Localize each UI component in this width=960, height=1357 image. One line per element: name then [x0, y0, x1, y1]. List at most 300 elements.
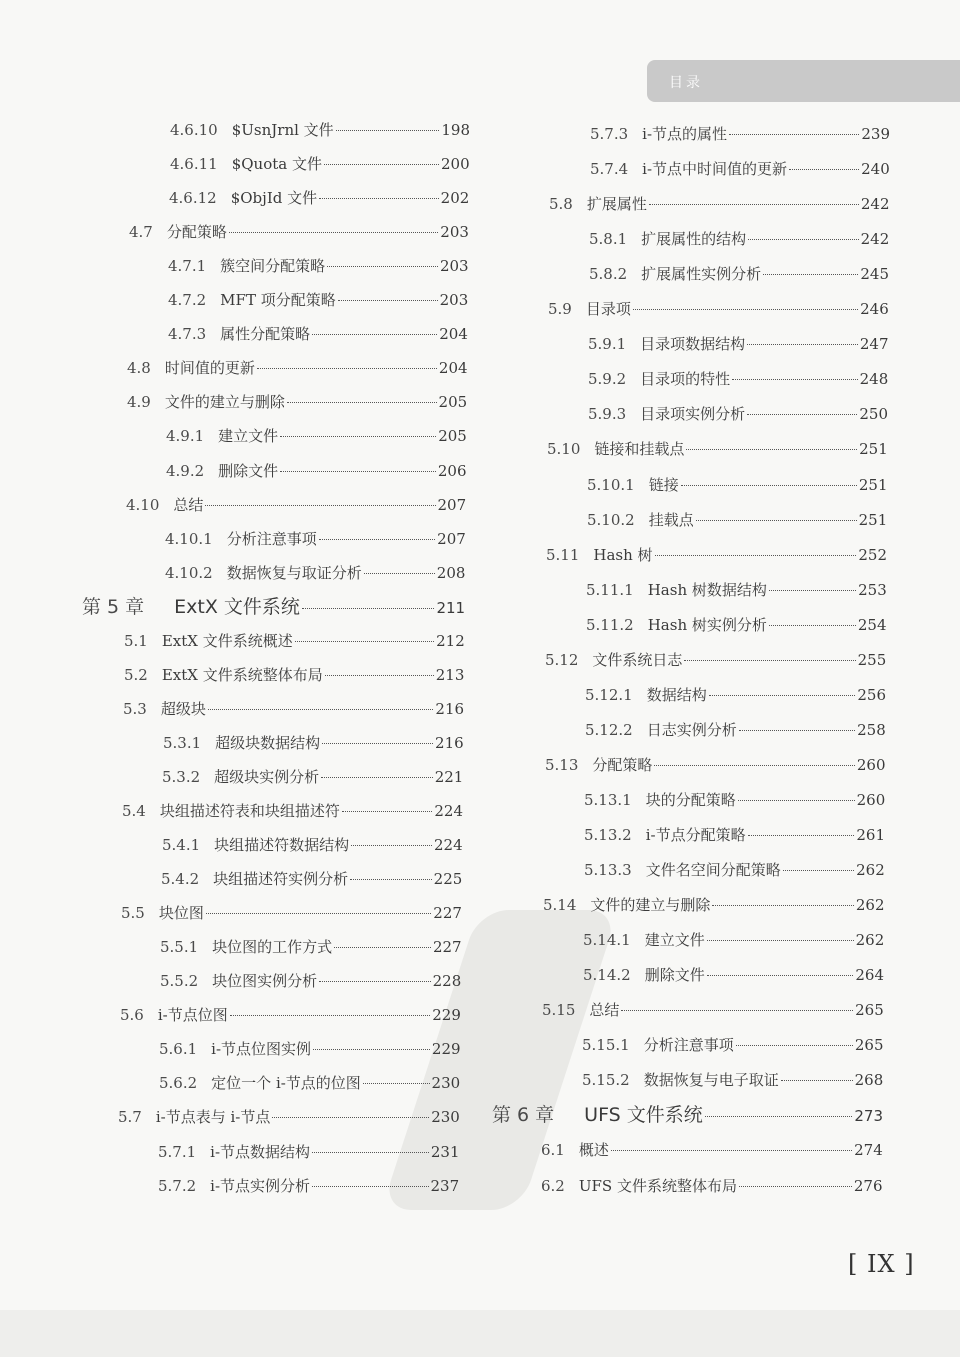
toc-entry[interactable] — [127, 392, 467, 412]
toc-entry[interactable] — [586, 580, 887, 600]
toc-entry-number: 4.7.3 — [168, 325, 207, 344]
toc-entry-number: 4.6.12 — [169, 189, 217, 208]
toc-entry-title: 数据恢复与电子取证 — [643, 1071, 779, 1090]
toc-entry-page: 205 — [438, 427, 467, 446]
toc-entry-number: 4.7.2 — [168, 291, 207, 310]
toc-entry-number: 5.7.3 — [590, 125, 629, 143]
toc-entry-number: 5.10 — [547, 440, 581, 459]
toc-entry-page: 262 — [856, 861, 885, 880]
toc-entry[interactable] — [158, 1176, 459, 1196]
toc-entry[interactable] — [159, 1073, 460, 1093]
toc-entry-page: 207 — [437, 529, 466, 548]
toc-entry[interactable] — [169, 188, 469, 208]
dot-leader — [334, 947, 431, 948]
toc-entry[interactable] — [589, 264, 889, 284]
toc-entry-number: 4.8 — [127, 359, 151, 378]
dot-leader — [654, 765, 854, 766]
toc-entry-title: UFS 文件系统整体布局 — [578, 1176, 737, 1195]
toc-entry-page: 207 — [437, 495, 467, 514]
section-header-tab — [647, 60, 960, 102]
toc-entry-number: 5.4.2 — [161, 870, 200, 889]
toc-entry[interactable] — [549, 194, 890, 214]
toc-entry-number: 5.14.2 — [583, 966, 631, 985]
toc-entry[interactable] — [163, 733, 464, 753]
dot-leader — [748, 835, 855, 836]
toc-entry-title: i-节点数据结构 — [210, 1142, 311, 1161]
toc-entry-page: 258 — [857, 720, 886, 739]
toc-entry[interactable] — [160, 937, 462, 957]
dot-leader — [707, 940, 854, 941]
dot-leader — [205, 505, 435, 506]
toc-entry-number: 5.6 — [120, 1006, 144, 1025]
toc-entry-number: 5.4 — [122, 802, 146, 820]
toc-entry-number: 5.11 — [546, 545, 580, 564]
dot-leader — [684, 660, 855, 661]
dot-leader — [327, 266, 438, 267]
toc-entry[interactable] — [127, 358, 468, 378]
toc-entry-page: 268 — [854, 1071, 884, 1090]
toc-entry-number: 5.7.2 — [158, 1176, 197, 1195]
toc-entry-page: 224 — [434, 836, 463, 855]
toc-entry-page: 276 — [853, 1176, 883, 1195]
toc-entry-title: $Quota 文件 — [231, 155, 322, 174]
toc-entry[interactable] — [545, 755, 886, 775]
toc-entry[interactable] — [585, 685, 886, 705]
dot-leader — [739, 730, 855, 731]
toc-entry-page: 265 — [854, 1036, 884, 1055]
toc-entry-page: 251 — [859, 440, 888, 459]
toc-entry-page: 202 — [440, 189, 470, 208]
toc-entry[interactable] — [82, 597, 465, 618]
toc-entry[interactable] — [586, 615, 887, 635]
toc-entry-title: 簇空间分配策略 — [220, 257, 326, 276]
toc-entry-title: 分配策略 — [166, 223, 227, 242]
toc-entry-page: 203 — [439, 257, 469, 276]
toc-entry-page: 251 — [858, 475, 888, 494]
dot-leader — [206, 913, 431, 914]
toc-entry-number: 5.12 — [545, 650, 579, 669]
dot-leader — [287, 402, 437, 403]
dot-leader — [783, 870, 854, 871]
dot-leader — [686, 449, 857, 450]
toc-entry-number: 5.10.2 — [587, 510, 635, 529]
toc-entry-number: 5.8 — [549, 195, 573, 214]
toc-entry-page: 230 — [431, 1074, 461, 1093]
toc-entry-title: 文件的建立与删除 — [590, 896, 711, 915]
toc-entry[interactable] — [170, 120, 470, 140]
toc-entry-title: i-节点中时间值的更新 — [642, 160, 788, 179]
toc-entry-number: 第 6 章 — [492, 1104, 555, 1127]
toc-entry-page: 239 — [861, 125, 890, 143]
toc-entry-title: 时间值的更新 — [164, 359, 255, 378]
dot-leader — [280, 436, 436, 437]
toc-entry-page: 274 — [854, 1141, 883, 1160]
toc-entry-number: 5.6.1 — [159, 1040, 198, 1059]
toc-entry-page: 247 — [859, 335, 889, 354]
toc-entry-number: 5.13.2 — [584, 826, 632, 844]
toc-entry-title: Hash 树数据结构 — [647, 580, 767, 599]
toc-entry-number: 5.3 — [123, 699, 147, 718]
toc-entry-number: 4.10 — [126, 495, 160, 514]
toc-entry-page: 242 — [860, 230, 890, 249]
toc-entry-title: 链接 — [648, 475, 679, 494]
toc-entry-page: 221 — [434, 767, 464, 786]
toc-entry-number: 5.6.2 — [159, 1074, 198, 1093]
toc-entry[interactable] — [158, 1142, 460, 1162]
dot-leader — [621, 1010, 853, 1011]
toc-entry-page: 273 — [854, 1107, 883, 1126]
toc-entry-page: 254 — [857, 615, 887, 634]
toc-entry-number: 5.13.3 — [584, 861, 632, 880]
toc-entry-number: 4.6.11 — [170, 155, 218, 174]
dot-leader — [322, 743, 433, 744]
dot-leader — [738, 800, 855, 801]
toc-entry-page: 227 — [433, 904, 462, 923]
toc-entry-title: 分析注意事项 — [226, 529, 317, 548]
toc-entry-number: 第 5 章 — [82, 595, 145, 618]
toc-entry-number: 5.12.2 — [585, 720, 633, 739]
toc-entry[interactable] — [583, 965, 884, 985]
toc-entry-number: 5.8.1 — [589, 230, 628, 249]
toc-entry-number: 5.3.1 — [163, 733, 202, 752]
toc-entry-number: 5.10.1 — [587, 475, 635, 494]
toc-entry-page: 256 — [857, 685, 886, 704]
toc-entry-page: 230 — [431, 1108, 460, 1127]
toc-entry-title: 文件系统日志 — [592, 650, 683, 669]
toc-entry-title: 块组描述符数据结构 — [214, 836, 350, 855]
toc-entry-number: 5.7.1 — [158, 1142, 197, 1161]
toc-entry[interactable] — [160, 971, 461, 991]
toc-entry[interactable] — [588, 334, 889, 354]
toc-entry-title: MFT 项分配策略 — [220, 291, 336, 310]
toc-entry-number: 4.7 — [129, 223, 153, 242]
toc-entry-page: 262 — [855, 896, 885, 915]
toc-entry-number: 5.9.1 — [588, 335, 627, 354]
toc-entry-number: 5.9 — [548, 300, 572, 319]
toc-entry-number: 5.14 — [543, 896, 577, 915]
dot-leader — [633, 309, 858, 310]
toc-entry[interactable] — [547, 439, 888, 459]
toc-entry-page: 203 — [439, 291, 469, 310]
toc-entry[interactable] — [545, 650, 886, 670]
toc-entry-title: 块组描述符实例分析 — [213, 870, 349, 889]
toc-entry-page: 237 — [430, 1176, 460, 1195]
toc-entry[interactable] — [582, 1070, 883, 1090]
toc-entry-page: 208 — [436, 563, 466, 582]
toc-entry[interactable] — [541, 1140, 883, 1160]
toc-entry-title: 扩展属性 — [586, 195, 647, 214]
toc-entry[interactable] — [585, 720, 886, 740]
dot-leader — [312, 1152, 429, 1153]
toc-entry[interactable] — [590, 124, 890, 144]
toc-entry-number: 5.1 — [124, 631, 148, 650]
dot-leader — [230, 1015, 431, 1016]
toc-entry[interactable] — [120, 1005, 461, 1025]
toc-entry-title: 块组描述符表和块组描述符 — [159, 802, 340, 820]
toc-entry-title: ExtX 文件系统整体布局 — [161, 665, 323, 684]
page-bottom-margin — [0, 1310, 960, 1357]
toc-entry-title: i-节点表与 i-节点 — [155, 1108, 271, 1127]
toc-entry-number: 4.10.2 — [165, 563, 213, 582]
toc-entry-title: 扩展属性的结构 — [641, 230, 747, 249]
toc-entry-title: $UsnJrnl 文件 — [231, 121, 334, 139]
dot-leader — [272, 1117, 429, 1118]
toc-entry-title: UFS 文件系统 — [584, 1104, 703, 1127]
toc-entry-title: 链接和挂载点 — [594, 440, 685, 459]
toc-entry[interactable] — [129, 222, 469, 242]
dot-leader — [351, 845, 432, 846]
toc-entry[interactable] — [168, 290, 468, 310]
toc-entry[interactable] — [492, 1105, 883, 1126]
toc-entry[interactable] — [123, 699, 464, 719]
toc-entry[interactable] — [587, 475, 888, 495]
toc-entry-title: 删除文件 — [644, 966, 705, 985]
toc-entry-title: 总结 — [173, 495, 204, 514]
toc-entry-page: 211 — [436, 598, 466, 617]
dot-leader — [313, 1049, 430, 1050]
toc-entry-number: 6.2 — [541, 1176, 565, 1195]
toc-entry-number: 5.11.2 — [586, 615, 634, 634]
dot-leader — [336, 130, 440, 131]
dot-leader — [319, 198, 439, 199]
toc-entry[interactable] — [168, 324, 468, 344]
dot-leader — [747, 414, 857, 415]
toc-entry[interactable] — [162, 835, 463, 855]
dot-leader — [302, 608, 435, 609]
toc-entry[interactable] — [124, 631, 465, 651]
dot-leader — [769, 625, 856, 626]
section-label: 目录 — [669, 75, 703, 91]
toc-entry[interactable] — [170, 154, 470, 174]
dot-leader — [295, 641, 434, 642]
toc-entry[interactable] — [589, 229, 889, 249]
toc-entry-number: 5.7 — [118, 1108, 142, 1127]
toc-entry-number: 4.9.2 — [166, 461, 205, 480]
toc-entry-title: 块位图 — [158, 904, 204, 923]
toc-entry-page: 227 — [432, 938, 462, 957]
toc-entry[interactable] — [124, 665, 464, 685]
page-number: [ IX ] — [848, 1250, 915, 1278]
dot-leader — [696, 520, 857, 521]
toc-entry[interactable] — [161, 869, 462, 889]
dot-leader — [325, 675, 434, 676]
toc-entry[interactable] — [588, 369, 888, 389]
toc-entry-title: 概述 — [578, 1141, 609, 1160]
toc-entry-number: 5.5 — [121, 904, 145, 923]
toc-entry-title: Hash 树实例分析 — [647, 615, 767, 634]
toc-entry-page: 229 — [432, 1006, 461, 1025]
toc-entry-page: 205 — [438, 393, 468, 412]
toc-entry-title: 目录项数据结构 — [640, 335, 746, 354]
toc-entry[interactable] — [587, 510, 887, 530]
toc-entry-title: 块位图的工作方式 — [212, 938, 333, 957]
toc-entry-title: 属性分配策略 — [220, 325, 311, 344]
dot-leader — [324, 164, 439, 165]
toc-entry-number: 5.7.4 — [590, 160, 629, 179]
toc-entry[interactable] — [543, 895, 885, 915]
toc-entry-title: i-节点实例分析 — [210, 1176, 311, 1195]
toc-entry-number: 5.14.1 — [583, 931, 631, 950]
toc-entry-title: i-节点分配策略 — [645, 826, 746, 844]
toc-entry[interactable] — [582, 1035, 884, 1055]
toc-entry-number: 6.1 — [541, 1141, 565, 1160]
dot-leader — [705, 1116, 853, 1117]
toc-entry-page: 262 — [855, 931, 885, 950]
toc-entry-title: Hash 树 — [593, 545, 653, 564]
toc-entry-title: 文件名空间分配策略 — [645, 861, 781, 880]
toc-entry-number: 5.13 — [545, 755, 579, 774]
toc-entry-page: 213 — [435, 665, 465, 684]
toc-entry-page: 251 — [858, 510, 888, 529]
toc-entry-title: 块的分配策略 — [645, 790, 736, 809]
toc-entry-page: 224 — [434, 802, 463, 820]
toc-entry-title: 块位图实例分析 — [212, 972, 318, 991]
toc-entry-number: 5.8.2 — [589, 265, 628, 284]
dot-leader — [707, 975, 854, 976]
dot-leader — [739, 1186, 852, 1187]
toc-entry[interactable] — [122, 801, 463, 821]
toc-entry-page: 265 — [855, 1001, 884, 1020]
toc-entry-title: 目录项的特性 — [640, 370, 731, 389]
toc-entry-title: ExtX 文件系统概述 — [161, 631, 293, 650]
dot-leader — [312, 334, 437, 335]
toc-entry-page: 245 — [860, 265, 889, 284]
dot-leader — [729, 134, 859, 135]
toc-entry-page: 204 — [438, 359, 468, 378]
toc-entry-title: 超级块实例分析 — [214, 767, 320, 786]
toc-entry-number: 5.9.2 — [588, 370, 627, 389]
toc-entry-page: 200 — [441, 155, 470, 174]
toc-entry-page: 231 — [430, 1142, 460, 1161]
toc-entry-page: 229 — [431, 1040, 461, 1059]
toc-entry[interactable] — [166, 461, 467, 481]
toc-entry-number: 5.2 — [124, 665, 148, 684]
dot-leader — [350, 879, 431, 880]
dot-leader — [342, 811, 432, 812]
toc-entry-title: ExtX 文件系统 — [174, 595, 300, 618]
toc-entry-number: 5.5.1 — [160, 938, 199, 957]
toc-entry-number: 4.7.1 — [168, 257, 207, 276]
toc-entry[interactable] — [584, 860, 885, 880]
toc-entry-page: 240 — [861, 160, 890, 179]
toc-entry-title: 数据恢复与取证分析 — [226, 563, 362, 582]
toc-entry[interactable] — [546, 545, 887, 565]
toc-entry-title: 总结 — [589, 1001, 620, 1020]
toc-entry-number: 5.12.1 — [585, 685, 633, 704]
toc-entry[interactable] — [542, 1000, 884, 1020]
toc-entry-page: 216 — [435, 699, 465, 718]
dot-leader — [655, 555, 857, 556]
toc-entry-page: 264 — [855, 966, 884, 985]
toc-entry-title: 分析注意事项 — [643, 1036, 734, 1055]
toc-entry-title: 删除文件 — [218, 461, 279, 480]
toc-entry-title: i-节点位图实例 — [211, 1040, 312, 1059]
dot-leader — [229, 232, 438, 233]
toc-entry-title: 超级块 — [160, 699, 206, 718]
dot-leader — [321, 777, 433, 778]
toc-entry-page: 203 — [440, 223, 469, 242]
dot-leader — [748, 239, 858, 240]
toc-entry-number: 5.11.1 — [586, 580, 634, 599]
toc-entry-title: 扩展属性实例分析 — [641, 265, 762, 284]
toc-entry-title: 数据结构 — [646, 685, 707, 704]
toc-entry-title: 建立文件 — [644, 931, 705, 950]
toc-entry-title: i-节点位图 — [157, 1006, 228, 1025]
toc-entry[interactable] — [162, 767, 463, 787]
toc-entry-title: 定位一个 i-节点的位图 — [211, 1074, 361, 1093]
dot-leader — [363, 1083, 430, 1084]
toc-entry-title: i-节点的属性 — [642, 125, 728, 143]
toc-entry[interactable] — [159, 1039, 461, 1059]
toc-entry-page: 255 — [857, 650, 887, 669]
dot-leader — [208, 709, 434, 710]
toc-entry-number: 5.15.1 — [582, 1036, 630, 1055]
toc-entry-number: 4.9.1 — [166, 427, 205, 446]
toc-entry-page: 250 — [859, 405, 888, 424]
toc-entry-title: 挂载点 — [648, 510, 694, 529]
toc-entry-page: 252 — [858, 545, 887, 564]
dot-leader — [732, 379, 857, 380]
dot-leader — [709, 695, 856, 696]
toc-entry[interactable] — [165, 529, 466, 549]
dot-leader — [319, 981, 430, 982]
toc-entry-title: 超级块数据结构 — [215, 733, 321, 752]
toc-entry-page: 212 — [436, 631, 465, 650]
toc-entry-number: 5.5.2 — [160, 972, 199, 991]
toc-entry-number: 4.6.10 — [170, 121, 218, 139]
toc-entry-number: 5.9.3 — [588, 405, 627, 424]
toc-entry[interactable] — [590, 159, 890, 179]
dot-leader — [364, 573, 435, 574]
dot-leader — [319, 539, 435, 540]
toc-entry[interactable] — [118, 1107, 460, 1127]
toc-entry-page: 246 — [860, 300, 889, 319]
toc-entry-title: 目录项 — [585, 300, 631, 319]
toc-entry-page: 260 — [856, 790, 886, 809]
toc-entry-page: 248 — [859, 370, 889, 389]
toc-entry-title: $ObjId 文件 — [230, 189, 318, 208]
toc-entry[interactable] — [548, 299, 889, 319]
dot-leader — [769, 590, 856, 591]
toc-entry-number: 4.10.1 — [165, 529, 213, 548]
dot-leader — [338, 300, 438, 301]
toc-entry-number: 5.3.2 — [162, 767, 201, 786]
toc-entry-page: 261 — [856, 826, 885, 844]
dot-leader — [736, 1045, 853, 1046]
toc-entry-page: 242 — [860, 195, 890, 214]
toc-entry[interactable] — [588, 404, 888, 424]
toc-entry[interactable] — [165, 563, 465, 583]
toc-entry[interactable] — [584, 825, 885, 845]
toc-entry[interactable] — [583, 930, 884, 950]
toc-entry[interactable] — [121, 903, 462, 923]
toc-entry-page: 228 — [432, 972, 462, 991]
dot-leader — [747, 344, 858, 345]
toc-entry[interactable] — [166, 426, 467, 446]
dot-leader — [789, 169, 859, 170]
dot-leader — [280, 471, 436, 472]
toc-entry[interactable] — [584, 790, 885, 810]
toc-entry-page: 253 — [858, 580, 887, 599]
toc-entry[interactable] — [168, 256, 469, 276]
toc-entry[interactable] — [541, 1176, 883, 1196]
dot-leader — [649, 204, 859, 205]
toc-entry[interactable] — [126, 495, 466, 515]
toc-entry-page: 198 — [441, 121, 470, 139]
dot-leader — [312, 1186, 428, 1187]
dot-leader — [781, 1080, 853, 1081]
toc-entry-page: 225 — [433, 870, 463, 889]
